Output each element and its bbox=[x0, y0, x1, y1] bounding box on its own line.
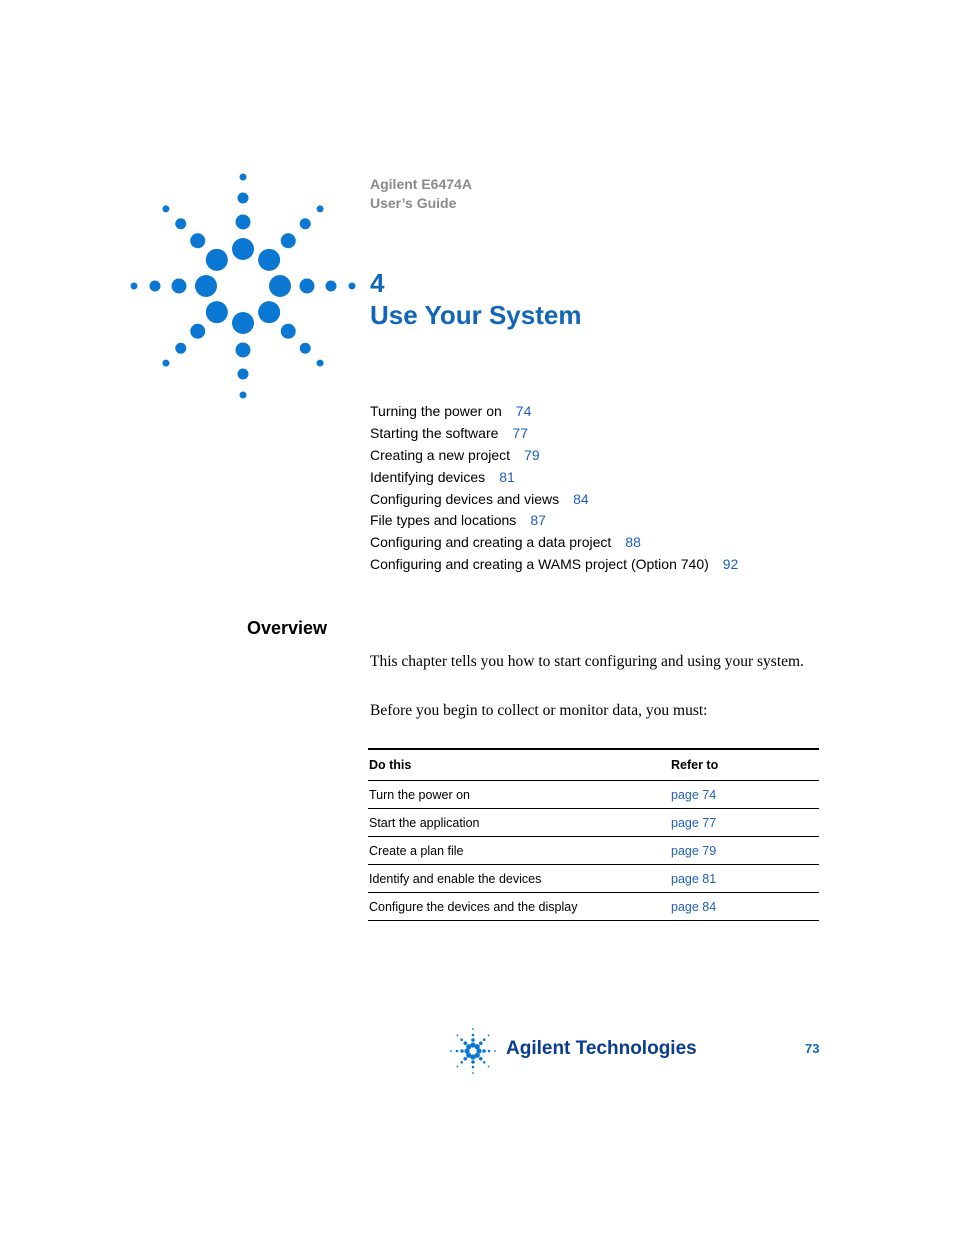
toc-page-link[interactable]: 88 bbox=[625, 534, 641, 551]
table-row bbox=[368, 781, 819, 809]
step-cell: Configure the devices and the display bbox=[368, 893, 670, 921]
agilent-spark-icon bbox=[128, 170, 358, 402]
company-name: Agilent Technologies bbox=[506, 1038, 697, 1059]
step-cell: Identify and enable the devices bbox=[368, 865, 670, 893]
overview-paragraph: This chapter tells you how to start configuring and using your system. bbox=[370, 653, 804, 670]
toc-item[interactable] bbox=[370, 510, 738, 532]
table-row bbox=[368, 893, 819, 921]
toc-label: Configuring devices and views bbox=[370, 490, 560, 507]
toc-page-link[interactable]: 92 bbox=[722, 556, 739, 573]
toc-item[interactable] bbox=[370, 489, 738, 511]
step-cell: Turn the power on bbox=[368, 781, 670, 809]
step-cell: Create a plan file bbox=[368, 837, 670, 865]
page-link[interactable]: page 79 bbox=[670, 837, 819, 865]
chapter-title: Use Your System bbox=[370, 300, 582, 330]
table-row bbox=[368, 809, 819, 837]
toc-label: Configuring and creating a WAMS project (Option 740) bbox=[370, 556, 709, 573]
product-header bbox=[370, 175, 472, 213]
toc-item[interactable] bbox=[370, 467, 738, 489]
column-header-do-this: Do this bbox=[368, 749, 670, 781]
toc-item[interactable] bbox=[370, 401, 738, 423]
table-header-row bbox=[368, 749, 819, 781]
toc-label: Creating a new project bbox=[370, 446, 511, 463]
toc-item[interactable] bbox=[370, 532, 738, 554]
toc-page-link[interactable]: 79 bbox=[524, 446, 540, 463]
toc-item[interactable] bbox=[370, 423, 738, 445]
table-row bbox=[368, 837, 819, 865]
chapter-toc bbox=[370, 401, 738, 576]
steps-table bbox=[368, 748, 819, 921]
agilent-spark-icon bbox=[450, 1026, 496, 1076]
toc-item[interactable] bbox=[370, 445, 738, 467]
toc-label: Starting the software bbox=[370, 424, 499, 441]
toc-label: File types and locations bbox=[370, 512, 517, 529]
guide-name: User’s Guide bbox=[370, 195, 457, 211]
toc-page-link[interactable]: 87 bbox=[530, 512, 546, 529]
table-row bbox=[368, 865, 819, 893]
page-link[interactable]: page 81 bbox=[670, 865, 819, 893]
toc-label: Turning the power on bbox=[370, 403, 502, 419]
toc-label: Identifying devices bbox=[370, 468, 486, 485]
toc-page-link[interactable]: 77 bbox=[512, 424, 528, 441]
overview-heading: Overview bbox=[247, 618, 328, 638]
toc-item[interactable] bbox=[370, 554, 738, 576]
page-link[interactable]: page 77 bbox=[670, 809, 819, 837]
chapter-number: 4 bbox=[370, 268, 385, 298]
column-header-refer-to: Refer to bbox=[670, 749, 819, 781]
toc-page-link[interactable]: 74 bbox=[515, 403, 532, 419]
product-name: Agilent E6474A bbox=[370, 176, 472, 192]
toc-page-link[interactable]: 81 bbox=[499, 468, 515, 485]
page-number: 73 bbox=[805, 1041, 820, 1056]
page-link[interactable]: page 84 bbox=[670, 893, 819, 921]
toc-label: Configuring and creating a data project bbox=[370, 534, 612, 551]
step-cell: Start the application bbox=[368, 809, 670, 837]
toc-page-link[interactable]: 84 bbox=[573, 490, 589, 507]
overview-paragraph: Before you begin to collect or monitor data, you must: bbox=[370, 702, 708, 719]
page-link[interactable]: page 74 bbox=[670, 781, 819, 809]
